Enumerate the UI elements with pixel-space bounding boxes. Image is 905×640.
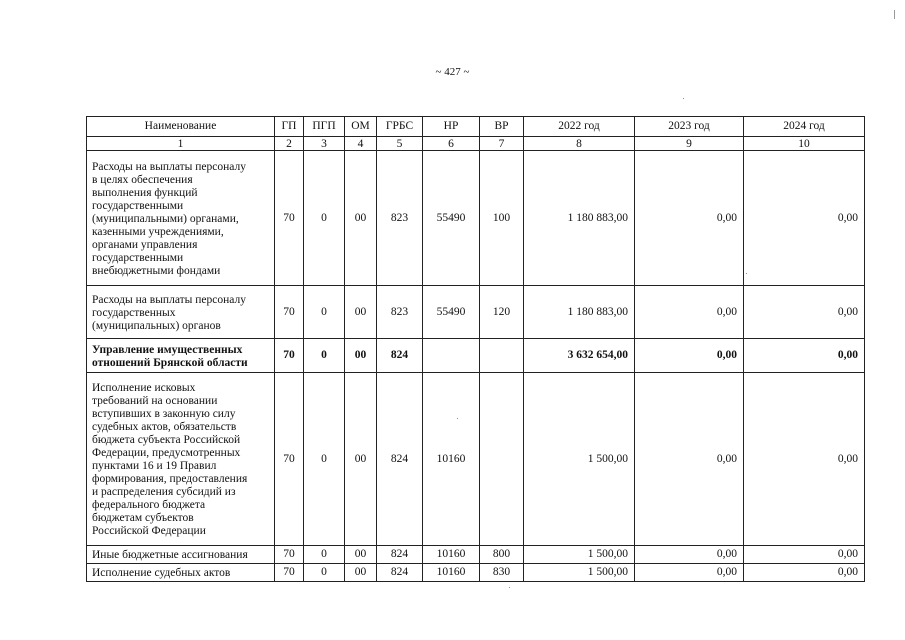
name-line: и распределения субсидий из bbox=[92, 486, 236, 498]
column-number-cell: 1 bbox=[87, 137, 275, 151]
vr-cell: 120 bbox=[480, 286, 524, 339]
grbs-cell: 824 bbox=[377, 373, 423, 546]
grbs-cell: 824 bbox=[377, 564, 423, 582]
pgp-cell: 0 bbox=[304, 339, 345, 373]
gp-cell: 70 bbox=[275, 564, 304, 582]
header-cell: ПГП bbox=[304, 117, 345, 137]
nr-cell: 10160 bbox=[423, 564, 480, 582]
column-number-cell: 10 bbox=[744, 137, 865, 151]
amount-2022-cell: 1 180 883,00 bbox=[524, 151, 635, 286]
pgp-cell: 0 bbox=[304, 373, 345, 546]
pgp-cell: 0 bbox=[304, 546, 345, 564]
name-cell bbox=[87, 564, 275, 582]
amount-2023-cell: 0,00 bbox=[635, 564, 744, 582]
name-line: формирования, предоставления bbox=[92, 473, 248, 485]
pgp-cell: 0 bbox=[304, 151, 345, 286]
amount-2024-cell: 0,00 bbox=[744, 564, 865, 582]
column-number-cell: 8 bbox=[524, 137, 635, 151]
name-line: отношений Брянской области bbox=[92, 356, 248, 369]
name-line: государственными bbox=[92, 251, 184, 264]
name-line: казенными учреждениями, bbox=[92, 225, 224, 238]
name-line: бюджетам субъектов bbox=[92, 512, 194, 524]
header-cell: ГП bbox=[275, 117, 304, 137]
name-line: (муниципальными) органами, bbox=[92, 212, 239, 225]
name-line: органами управления bbox=[92, 238, 198, 251]
vr-cell: 100 bbox=[480, 151, 524, 286]
column-number-cell: 2 bbox=[275, 137, 304, 151]
name-line: Расходы на выплаты персоналу bbox=[92, 160, 246, 173]
scan-edge-mark bbox=[894, 10, 895, 19]
header-cell: 2024 год bbox=[744, 117, 865, 137]
column-number-cell: 7 bbox=[480, 137, 524, 151]
name-line: вступивших в законную силу bbox=[92, 408, 236, 420]
name-cell bbox=[87, 546, 275, 564]
name-cell bbox=[87, 339, 275, 373]
amount-2023-cell: 0,00 bbox=[635, 373, 744, 546]
column-number-cell: 6 bbox=[423, 137, 480, 151]
amount-2023-cell: 0,00 bbox=[635, 286, 744, 339]
om-cell: 00 bbox=[345, 373, 377, 546]
header-row bbox=[87, 117, 865, 137]
grbs-cell: 823 bbox=[377, 286, 423, 339]
column-number-row bbox=[87, 137, 865, 151]
name-line: федерального бюджета bbox=[92, 499, 206, 511]
header-cell: ГРБС bbox=[377, 117, 423, 137]
name-cell bbox=[87, 373, 275, 546]
table-row bbox=[87, 286, 865, 339]
budget-table bbox=[86, 116, 865, 582]
amount-2022-cell: 3 632 654,00 bbox=[524, 339, 635, 373]
amount-2022-cell: 1 500,00 bbox=[524, 564, 635, 582]
table-row bbox=[87, 373, 865, 546]
grbs-cell: 824 bbox=[377, 546, 423, 564]
om-cell: 00 bbox=[345, 151, 377, 286]
nr-cell: 55490 bbox=[423, 286, 480, 339]
vr-cell: 830 bbox=[480, 564, 524, 582]
name-line: государственными bbox=[92, 199, 184, 212]
name-line: внебюджетными фондами bbox=[92, 264, 221, 277]
scan-speck bbox=[509, 587, 510, 588]
amount-2024-cell: 0,00 bbox=[744, 339, 865, 373]
name-line: Федерации, предусмотренных bbox=[92, 447, 241, 459]
name-line: Управление имущественных bbox=[92, 343, 243, 356]
pgp-cell: 0 bbox=[304, 286, 345, 339]
header-cell: ВР bbox=[480, 117, 524, 137]
om-cell: 00 bbox=[345, 564, 377, 582]
scan-speck bbox=[683, 98, 684, 99]
table-row bbox=[87, 151, 865, 286]
name-line: выполнения функций bbox=[92, 186, 198, 199]
table-row bbox=[87, 564, 865, 582]
gp-cell: 70 bbox=[275, 546, 304, 564]
table-row bbox=[87, 339, 865, 373]
pgp-cell: 0 bbox=[304, 564, 345, 582]
gp-cell: 70 bbox=[275, 151, 304, 286]
nr-cell bbox=[423, 339, 480, 373]
name-line: Исполнение исковых bbox=[92, 382, 196, 394]
page-number: ~ 427 ~ bbox=[435, 66, 470, 78]
name-line: государственных bbox=[92, 306, 176, 319]
amount-2024-cell: 0,00 bbox=[744, 151, 865, 286]
vr-cell: 800 bbox=[480, 546, 524, 564]
name-line: требований на основании bbox=[92, 395, 218, 407]
amount-2022-cell: 1 500,00 bbox=[524, 546, 635, 564]
amount-2024-cell: 0,00 bbox=[744, 286, 865, 339]
name-line: (муниципальных) органов bbox=[92, 319, 221, 332]
amount-2024-cell: 0,00 bbox=[744, 373, 865, 546]
column-number-cell: 3 bbox=[304, 137, 345, 151]
name-cell bbox=[87, 151, 275, 286]
name-line: в целях обеспечения bbox=[92, 173, 193, 186]
name-line: Иные бюджетные ассигнования bbox=[92, 549, 248, 561]
column-number-cell: 9 bbox=[635, 137, 744, 151]
header-cell: ОМ bbox=[345, 117, 377, 137]
amount-2022-cell: 1 180 883,00 bbox=[524, 286, 635, 339]
name-cell bbox=[87, 286, 275, 339]
table-body bbox=[87, 117, 865, 582]
grbs-cell: 824 bbox=[377, 339, 423, 373]
gp-cell: 70 bbox=[275, 286, 304, 339]
om-cell: 00 bbox=[345, 339, 377, 373]
table-row bbox=[87, 546, 865, 564]
vr-cell bbox=[480, 339, 524, 373]
amount-2023-cell: 0,00 bbox=[635, 339, 744, 373]
header-cell: НР bbox=[423, 117, 480, 137]
gp-cell: 70 bbox=[275, 373, 304, 546]
column-number-cell: 5 bbox=[377, 137, 423, 151]
name-line: бюджета субъекта Российской bbox=[92, 434, 241, 446]
header-cell: 2022 год bbox=[524, 117, 635, 137]
vr-cell bbox=[480, 373, 524, 546]
om-cell: 00 bbox=[345, 286, 377, 339]
header-cell: 2023 год bbox=[635, 117, 744, 137]
header-cell: Наименование bbox=[87, 117, 275, 137]
nr-cell: 10160 bbox=[423, 546, 480, 564]
amount-2022-cell: 1 500,00 bbox=[524, 373, 635, 546]
grbs-cell: 823 bbox=[377, 151, 423, 286]
name-line: пунктами 16 и 19 Правил bbox=[92, 460, 217, 472]
name-line: Исполнение судебных актов bbox=[92, 567, 231, 579]
name-line: Расходы на выплаты персоналу bbox=[92, 293, 246, 306]
name-line: Российской Федерации bbox=[92, 525, 206, 537]
amount-2024-cell: 0,00 bbox=[744, 546, 865, 564]
amount-2023-cell: 0,00 bbox=[635, 151, 744, 286]
gp-cell: 70 bbox=[275, 339, 304, 373]
nr-cell: 55490 bbox=[423, 151, 480, 286]
om-cell: 00 bbox=[345, 546, 377, 564]
amount-2023-cell: 0,00 bbox=[635, 546, 744, 564]
nr-cell: 10160 bbox=[423, 373, 480, 546]
column-number-cell: 4 bbox=[345, 137, 377, 151]
name-line: судебных актов, обязательств bbox=[92, 421, 237, 433]
